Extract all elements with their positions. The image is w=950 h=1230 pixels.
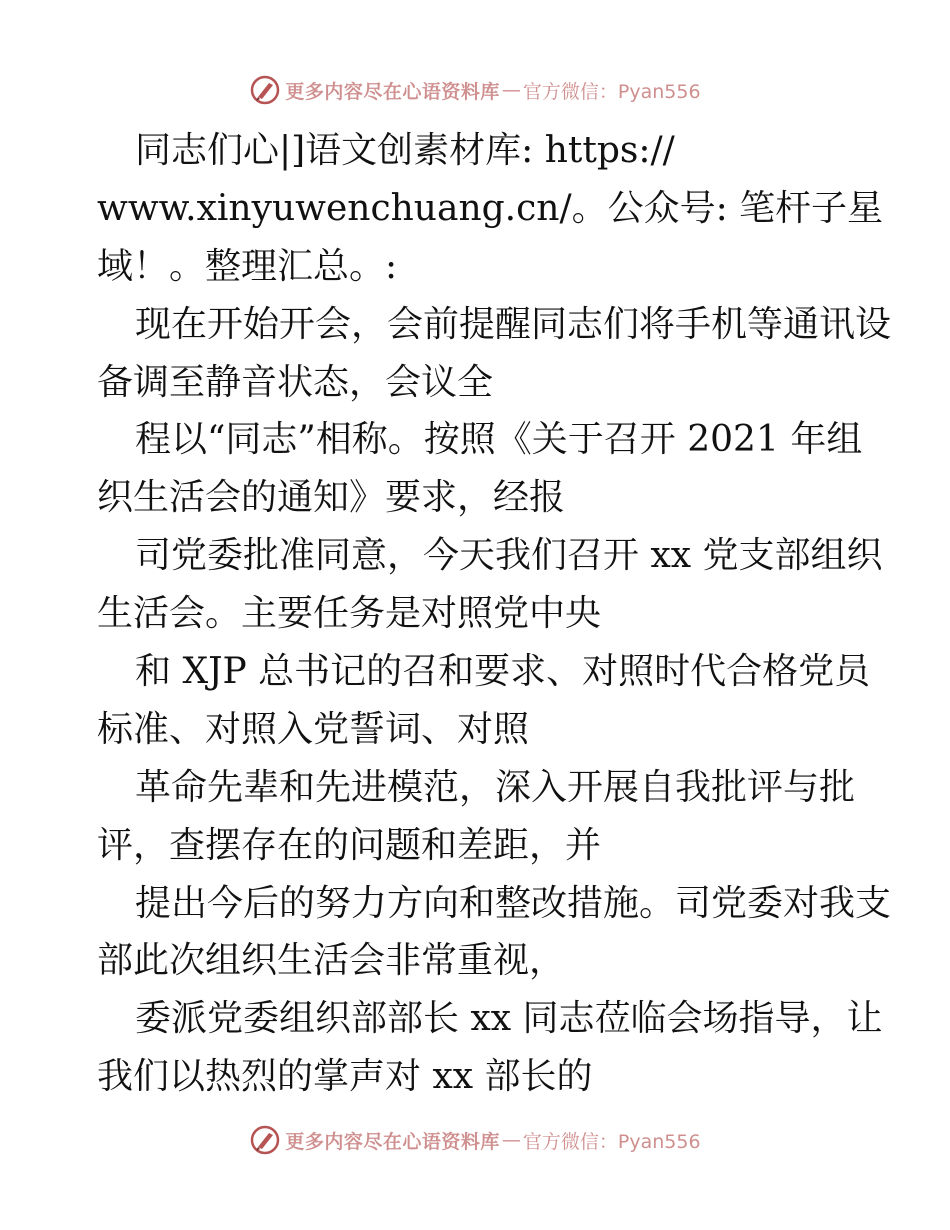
watermark-dash: — — [501, 79, 521, 101]
body-line: 备调至静音状态，会议全 — [97, 361, 494, 403]
body-line: 生活会。主要任务是对照党中央 — [97, 593, 602, 635]
watermark-contact: 官方微信：Pyan556 — [522, 80, 701, 103]
body-line: 我们以热烈的掌声对 xx 部长的 — [97, 1056, 593, 1098]
body-line: www.xinyuwenchuang.cn/。公众号: 笔杆子星 — [97, 187, 884, 229]
watermark-brand: 更多内容尽在心语资料库 — [285, 1130, 500, 1153]
body-line: 标准、对照入党誓词、对照 — [97, 708, 530, 750]
body-line: 委派党委组织部部长 xx 同志莅临会场指导，让 — [135, 998, 883, 1040]
watermark-dash: — — [501, 1129, 521, 1151]
body-line: 和 XJP 总书记的召和要求、对照时代合格党员 — [135, 651, 871, 693]
quill-pen-logo-icon — [249, 74, 281, 106]
document-body — [97, 122, 892, 1106]
quill-pen-logo-icon — [249, 1124, 281, 1156]
header-watermark — [0, 70, 950, 110]
body-line: 部此次组织生活会非常重视， — [97, 940, 566, 982]
body-line: 域！。整理汇总。: — [97, 245, 398, 287]
body-line: 司党委批准同意，今天我们召开 xx 党支部组织 — [135, 535, 883, 577]
footer-watermark — [0, 1120, 950, 1160]
body-line: 现在开始开会，会前提醒同志们将手机等通讯设 — [135, 303, 892, 345]
body-line: 评，查摆存在的问题和差距，并 — [97, 824, 602, 866]
body-line: 提出今后的努力方向和整改措施。司党委对我支 — [135, 882, 892, 924]
body-line: 织生活会的通知》要求，经报 — [97, 477, 566, 519]
body-line: 程以“同志”相称。按照《关于召开 2021 年组 — [135, 419, 863, 461]
watermark-contact: 官方微信：Pyan556 — [522, 1130, 701, 1153]
body-line: 同志们心|]语文创素材库: https:// — [135, 130, 675, 171]
body-line: 革命先辈和先进模范，深入开展自我批评与批 — [135, 766, 856, 808]
watermark-brand: 更多内容尽在心语资料库 — [285, 80, 500, 103]
